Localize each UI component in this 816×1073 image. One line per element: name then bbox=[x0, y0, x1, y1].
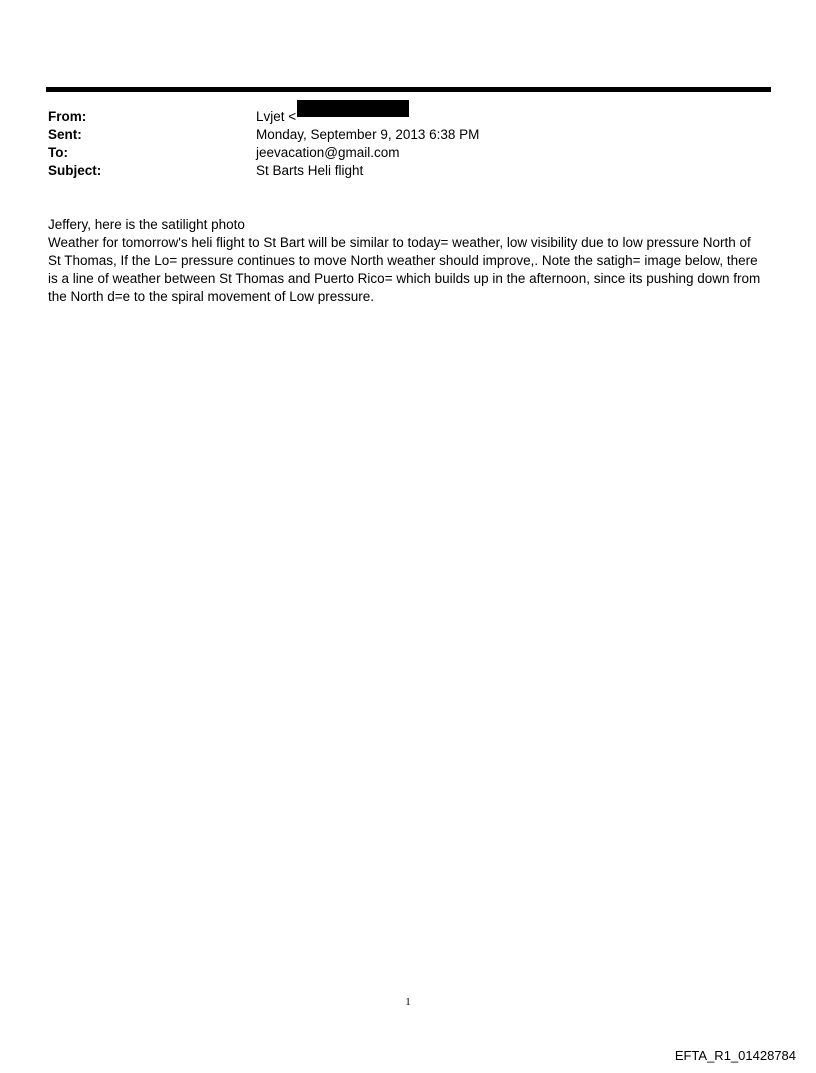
page-number: 1 bbox=[405, 996, 411, 1008]
email-header bbox=[48, 108, 768, 180]
to-value: jeevacation@gmail.com bbox=[256, 145, 400, 160]
redaction-box bbox=[297, 100, 409, 117]
document-id: EFTA_R1_01428784 bbox=[674, 1048, 796, 1063]
from-value bbox=[256, 108, 409, 126]
body-line: St Thomas, If the Lo= pressure continues to move North weather should improve,. Note the satigh= image below, there bbox=[48, 253, 758, 268]
to-row bbox=[48, 144, 768, 162]
subject-row bbox=[48, 162, 768, 180]
body-line: Jeffery, here is the satilight photo bbox=[48, 217, 245, 232]
body-line: is a line of weather between St Thomas and Puerto Rico= which builds up in the afternoon, since its pushing down from bbox=[48, 271, 761, 286]
from-row bbox=[48, 108, 768, 126]
subject-label: Subject: bbox=[48, 163, 102, 178]
sent-row bbox=[48, 126, 768, 144]
body-line: Weather for tomorrow's heli flight to St Bart will be similar to today= weather, low visibility due to low pressure North of bbox=[48, 235, 751, 250]
body-line: the North d=e to the spiral movement of Low pressure. bbox=[48, 289, 375, 304]
header-divider bbox=[46, 87, 771, 92]
from-sender-name: Lvjet < bbox=[256, 109, 297, 124]
email-body bbox=[48, 216, 778, 306]
from-label: From: bbox=[48, 109, 87, 124]
subject-value: St Barts Heli flight bbox=[256, 163, 364, 178]
sent-label: Sent: bbox=[48, 127, 82, 142]
to-label: To: bbox=[48, 145, 68, 160]
sent-value: Monday, September 9, 2013 6:38 PM bbox=[256, 127, 480, 142]
